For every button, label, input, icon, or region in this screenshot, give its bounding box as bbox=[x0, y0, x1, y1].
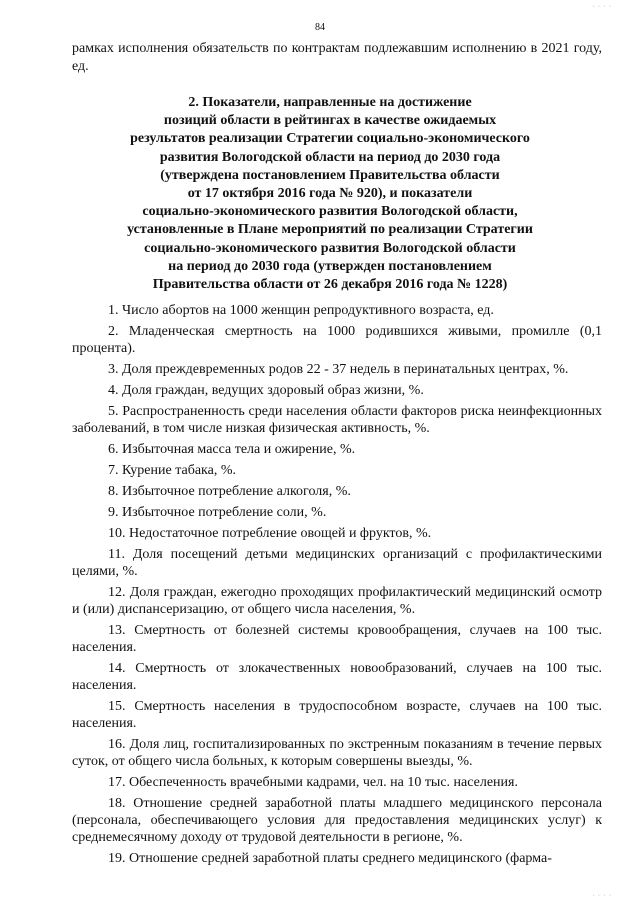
heading-line: социально-экономического развития Вологодской области bbox=[144, 240, 516, 256]
list-item: 19. Отношение средней заработной платы среднего медицинского (фарма- bbox=[108, 851, 552, 866]
list-item: 13. Смертность от болезней системы кровообращения, случаев на 100 тыс. населения. bbox=[72, 623, 602, 655]
heading-line: развития Вологодской области на период до 2030 года bbox=[159, 149, 501, 165]
heading-line: 2. Показатели, направленные на достижение bbox=[188, 95, 472, 110]
list-item: 5. Распространенность среди населения области факторов риска неинфекционных заболеваний, в том числе низкая физическая активность, %. bbox=[72, 404, 602, 436]
heading-line: социально-экономического развития Вологодской области, bbox=[142, 204, 518, 220]
list-item: 18. Отношение средней заработной платы младшего медицинского персонала (персонала, обеспечивающего условия для предоставления медицинских услуг) к среднемесячному доходу от трудовой деятельности в регионе, %. bbox=[72, 796, 602, 845]
scan-corner-mark: · · · · bbox=[592, 4, 612, 10]
list-item: 4. Доля граждан, ведущих здоровый образ жизни, %. bbox=[108, 383, 424, 398]
heading-line: (утверждена постановлением Правительства области bbox=[160, 167, 500, 183]
list-item: 11. Доля посещений детьми медицинских организаций с профилактическими целями, %. bbox=[72, 547, 602, 579]
list-item: 6. Избыточная масса тела и ожирение, %. bbox=[108, 442, 356, 457]
list-item: 2. Младенческая смертность на 1000 родившихся живыми, промилле (0,1 процента). bbox=[72, 324, 602, 356]
list-item: 14. Смертность от злокачественных новообразований, случаев на 100 тыс. населения. bbox=[72, 661, 602, 693]
list-item: 1. Число абортов на 1000 женщин репродуктивного возраста, ед. bbox=[108, 303, 494, 318]
section-heading bbox=[90, 94, 570, 294]
heading-line: результатов реализации Стратегии социально-экономического bbox=[130, 131, 530, 147]
list-item: 15. Смертность населения в трудоспособном возрасте, случаев на 100 тыс. населения. bbox=[72, 699, 602, 731]
list-item: 9. Избыточное потребление соли, %. bbox=[108, 505, 327, 520]
list-item: 10. Недостаточное потребление овощей и фруктов, %. bbox=[108, 526, 432, 541]
heading-line: на период до 2030 года (утвержден постановлением bbox=[168, 258, 492, 274]
heading-line: от 17 октября 2016 года № 920), и показатели bbox=[187, 186, 473, 202]
list-item: 12. Доля граждан, ежегодно проходящих профилактический медицинский осмотр и (или) диспансеризацию, от общего числа населения, %. bbox=[72, 585, 602, 617]
continuation-paragraph: рамках исполнения обязательств по контрактам подлежавшим исполнению в 2021 году, ед. bbox=[72, 41, 602, 74]
heading-line: позиций области в рейтингах в качестве ожидаемых bbox=[163, 113, 497, 129]
scan-corner-mark: · · · · bbox=[592, 893, 612, 899]
list-item: 7. Курение табака, %. bbox=[108, 463, 237, 478]
page-number: 84 bbox=[315, 22, 325, 33]
heading-line: установленные в Плане мероприятий по реализации Стратегии bbox=[127, 222, 533, 238]
list-item: 3. Доля преждевременных родов 22 - 37 недель в перинатальных центрах, %. bbox=[108, 362, 569, 377]
list-item: 17. Обеспеченность врачебными кадрами, чел. на 10 тыс. населения. bbox=[108, 775, 518, 790]
list-item: 8. Избыточное потребление алкоголя, %. bbox=[108, 484, 351, 499]
list-item: 16. Доля лиц, госпитализированных по экстренным показаниям в течение первых суток, от общего числа больных, к которым совершены выезды, %. bbox=[72, 737, 602, 769]
indicator-list bbox=[72, 302, 602, 871]
heading-line: Правительства области от 26 декабря 2016 года № 1228) bbox=[152, 277, 508, 293]
